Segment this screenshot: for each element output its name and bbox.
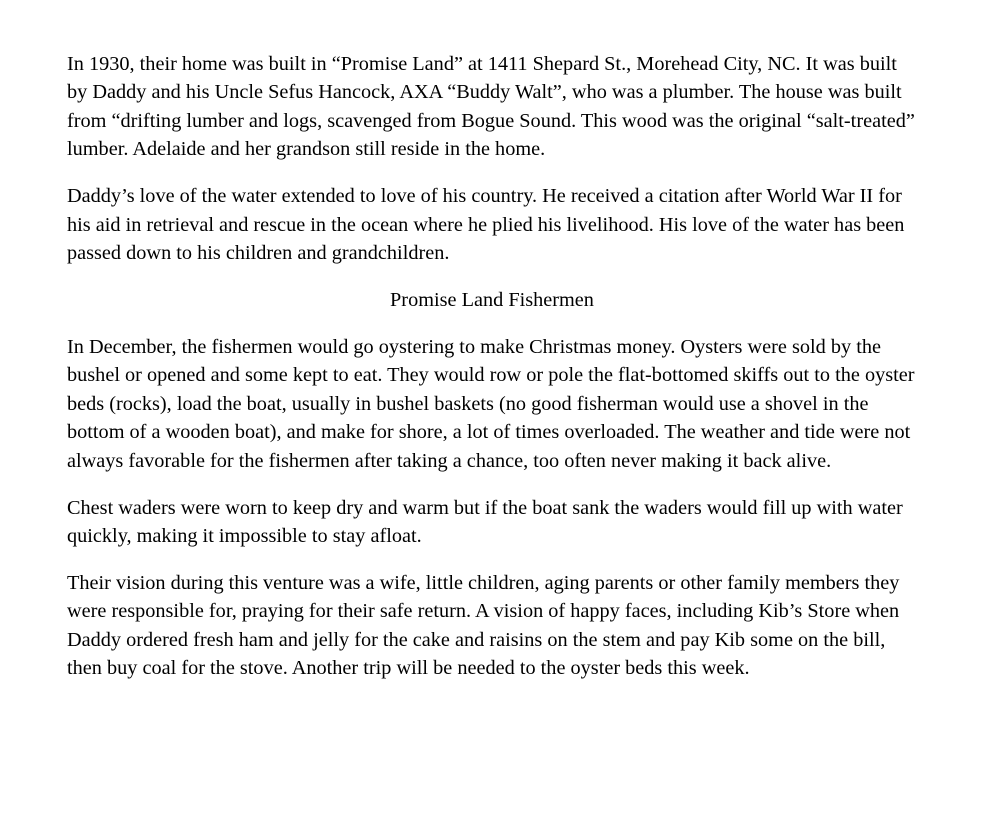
document-page — [67, 50, 917, 701]
paragraph-vision: Their vision during this venture was a wife, little children, aging parents or other family members they were responsible for, praying for their safe return. A vision of happy faces, including Kib’s Store when Daddy ordered fresh ham and jelly for the cake and raisins on the stem and pay Kib some on the bill, then buy coal for the stove. Another trip will be needed to the oyster beds this week. — [67, 572, 900, 680]
paragraph-house-history: In 1930, their home was built in “Promise Land” at 1411 Shepard St., Morehead City, NC. It was built by Daddy and his Uncle Sefus Hancock, AXA “Buddy Walt”, who was a plumber. The house was built from “drifting lumber and logs, scavenged from Bogue Sound. This wood was the original “salt-treated” lumber. Adelaide and her grandson still reside in the home. — [67, 53, 915, 161]
paragraph-love-of-water: Daddy’s love of the water extended to love of his country. He received a citation after World War II for his aid in retrieval and rescue in the ocean where he plied his livelihood. His love of the water has been passed down to his children and grandchildren. — [67, 185, 905, 265]
paragraph-oystering: In December, the fishermen would go oystering to make Christmas money. Oysters were sold by the bushel or opened and some kept to eat. They would row or pole the flat-bottomed skiffs out to the oyster beds (rocks), load the boat, usually in bushel baskets (no good fisherman would use a shovel in the bottom of a wooden boat), and make for shore, a lot of times overloaded. The weather and tide were not always favorable for the fishermen after taking a chance, too often never making it back alive. — [67, 336, 915, 472]
paragraph-chest-waders: Chest waders were worn to keep dry and warm but if the boat sank the waders would fill up with water quickly, making it impossible to stay afloat. — [67, 496, 903, 548]
section-heading: Promise Land Fishermen — [390, 289, 594, 312]
